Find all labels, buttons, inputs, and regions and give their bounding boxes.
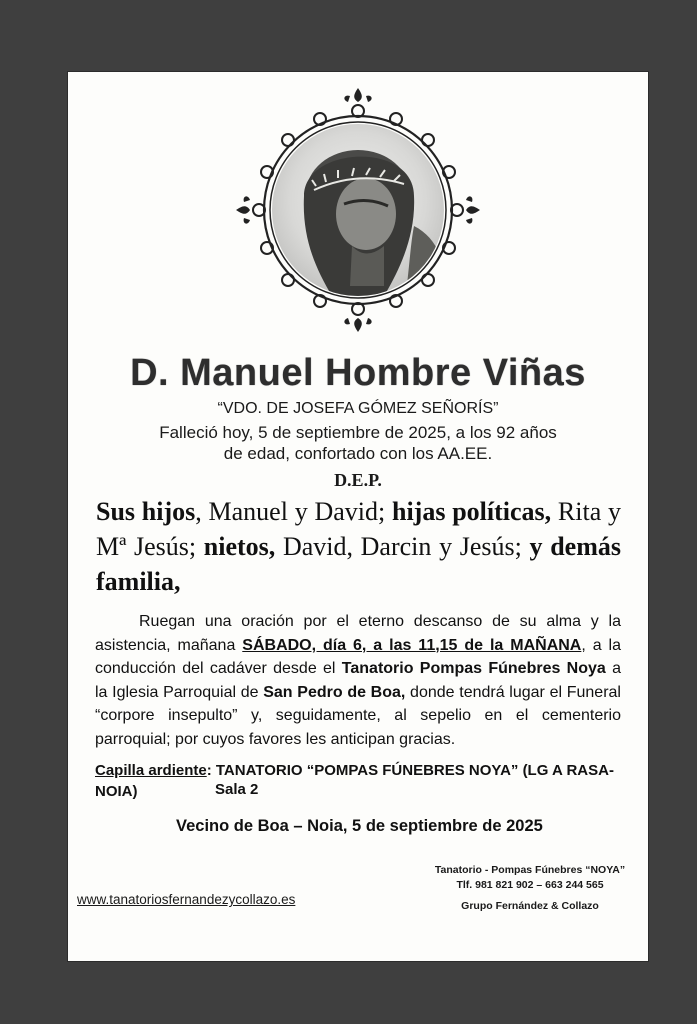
tanatorio-name: Tanatorio Pompas Fúnebres Noya	[341, 660, 606, 677]
capilla-value: TANATORIO “POMPAS FÚNEBRES NOYA” (LG A RASA-NOIA)	[95, 762, 614, 800]
dep-heading: D.E.P.	[334, 470, 382, 490]
demas-familia: y demás familia,	[96, 532, 621, 596]
ceremony-text-1: Ruegan una oración por el eterno descanso de su alma y la asistencia, mañana	[95, 613, 621, 654]
christ-medallion-image	[234, 86, 482, 334]
death-line-1: Falleció hoy, 5 de septiembre de 2025, a los 92 años	[159, 423, 557, 442]
church-name: San Pedro de Boa,	[263, 683, 406, 701]
company-phone: Tlf. 981 821 902 – 663 244 565	[456, 879, 604, 891]
vecino-line: Vecino de Boa – Noia, 5 de septiembre de 2025	[176, 817, 543, 835]
capilla-ardiente	[95, 760, 648, 802]
capilla-label: Capilla ardiente	[95, 762, 207, 779]
ceremony-date-highlight: SÁBADO, día 6, a las 11,15 de la MAÑANA	[242, 636, 582, 654]
deceased-name: D. Manuel Hombre Viñas	[130, 352, 586, 394]
widow-line: “VDO. DE JOSEFA GÓMEZ SEÑORÍS”	[217, 400, 499, 417]
hijas-label: hijas políticas,	[391, 497, 552, 526]
hijos-label: Sus hijos	[96, 497, 196, 526]
death-announcement	[68, 422, 648, 464]
ceremony-paragraph	[95, 610, 621, 751]
sala: Sala 2	[215, 781, 259, 798]
nietos-label: nietos,	[203, 532, 276, 561]
website-link[interactable]: www.tanatoriosfernandezycollazo.es	[77, 892, 296, 907]
death-line-2: de edad, confortado con los AA.EE.	[223, 444, 493, 463]
nietos-names: David, Darcin y Jesús;	[275, 532, 530, 561]
hijas-names: Rita y Mª Jesús;	[96, 497, 621, 561]
obituary-card	[68, 72, 648, 961]
ceremony-text-2: , a la conducción del cadáver desde el	[95, 636, 622, 677]
hijos-names: , Manuel y David;	[195, 497, 392, 526]
company-name: Tanatorio - Pompas Fúnebres “NOYA”	[434, 864, 626, 876]
family-paragraph	[96, 494, 621, 599]
funeral-home-info	[420, 863, 640, 914]
company-group: Grupo Fernández & Collazo	[461, 900, 599, 912]
ceremony-text-3: a la Iglesia Parroquial de	[95, 660, 621, 701]
ceremony-text-4: donde tendrá lugar el Funeral “corpore insepulto” y, seguidamente, al sepelio en el cementerio parroquial; por cuyos favores les anticipan gracias.	[95, 683, 621, 748]
capilla-colon: :	[206, 762, 212, 779]
